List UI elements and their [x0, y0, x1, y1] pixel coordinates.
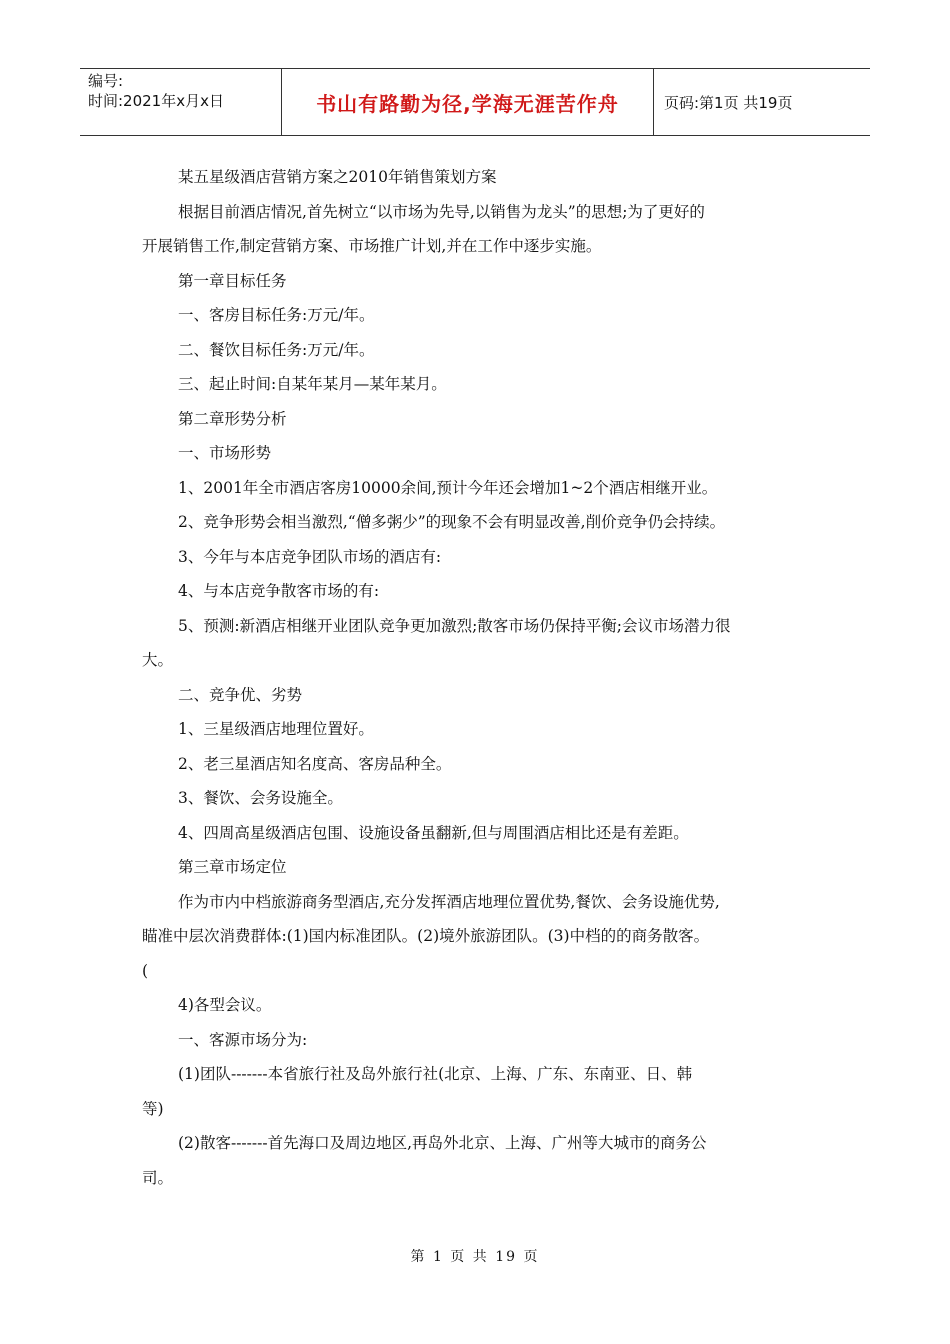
list-item: 三、起止时间:自某年某月—某年某月。: [178, 375, 447, 393]
section-heading: 二、竞争优、劣势: [178, 685, 303, 704]
document-header: [80, 68, 870, 136]
paragraph: 根据目前酒店情况,首先树立“以市场为先导,以销售为龙头”的思想;为了更好的: [178, 202, 705, 221]
list-item-continued: 大。: [142, 651, 174, 669]
list-item: 2、竞争形势会相当激烈,“僧多粥少”的现象不会有明显改善,削价竞争仍会持续。: [178, 513, 726, 531]
paragraph-continued: 瞄准中层次消费群体:(1)国内标准团队。(2)境外旅游团队。(3)中档的的商务散客。: [142, 927, 710, 945]
list-item: 4、与本店竞争散客市场的有:: [178, 582, 380, 600]
document-body: [142, 160, 812, 1195]
doc-number-label: 编号:: [88, 72, 124, 90]
list-item: (1)团队-------本省旅行社及岛外旅行社(北京、上海、广东、东南亚、日、韩: [178, 1065, 693, 1083]
chapter-heading: 第三章市场定位: [178, 858, 287, 876]
list-item: 4、四周高星级酒店包围、设施设备虽翻新,但与周围酒店相比还是有差距。: [178, 823, 689, 842]
list-item: 2、老三星酒店知名度高、客房品种全。: [178, 754, 452, 773]
paragraph-continued: 4)各型会议。: [178, 996, 272, 1014]
paragraph-continued: (: [142, 961, 149, 980]
chapter-heading: 第一章目标任务: [178, 271, 287, 290]
list-item: 二、餐饮目标任务:万元/年。: [178, 340, 375, 359]
section-heading: 一、市场形势: [178, 444, 272, 462]
doc-title: 某五星级酒店营销方案之2010年销售策划方案: [178, 168, 497, 186]
chapter-heading: 第二章形势分析: [178, 409, 287, 428]
list-item: 1、2001年全市酒店客房10000余间,预计今年还会增加1~2个酒店相继开业。: [178, 478, 718, 497]
list-item: 一、客房目标任务:万元/年。: [178, 306, 375, 324]
list-item: 1、三星级酒店地理位置好。: [178, 720, 374, 738]
doc-time-label: 时间:2021年x月x日: [88, 92, 224, 110]
header-motto: 书山有路勤为径,学海无涯苦作舟: [316, 91, 619, 116]
list-item-continued: 司。: [142, 1168, 174, 1187]
paragraph: 开展销售工作,制定营销方案、市场推广计划,并在工作中逐步实施。: [142, 237, 602, 255]
header-motto-cell: [282, 69, 654, 135]
list-item: (2)散客-------首先海口及周边地区,再岛外北京、上海、广州等大城市的商务公: [178, 1134, 707, 1152]
page-footer: 第 1 页 共 19 页: [410, 1249, 540, 1265]
list-item-continued: 等): [142, 1099, 164, 1118]
list-item: 5、预测:新酒店相继开业团队竞争更加激烈;散客市场仍保持平衡;会议市场潜力很: [178, 616, 731, 635]
section-heading: 一、客源市场分为:: [178, 1030, 308, 1049]
header-meta-cell: [80, 69, 282, 135]
header-page-cell: [654, 69, 870, 135]
list-item: 3、餐饮、会务设施全。: [178, 789, 343, 807]
paragraph: 作为市内中档旅游商务型酒店,充分发挥酒店地理位置优势,餐饮、会务设施优势,: [178, 892, 720, 911]
list-item: 3、今年与本店竞争团队市场的酒店有:: [178, 547, 442, 566]
header-page-info: 页码:第1页 共19页: [664, 93, 793, 112]
